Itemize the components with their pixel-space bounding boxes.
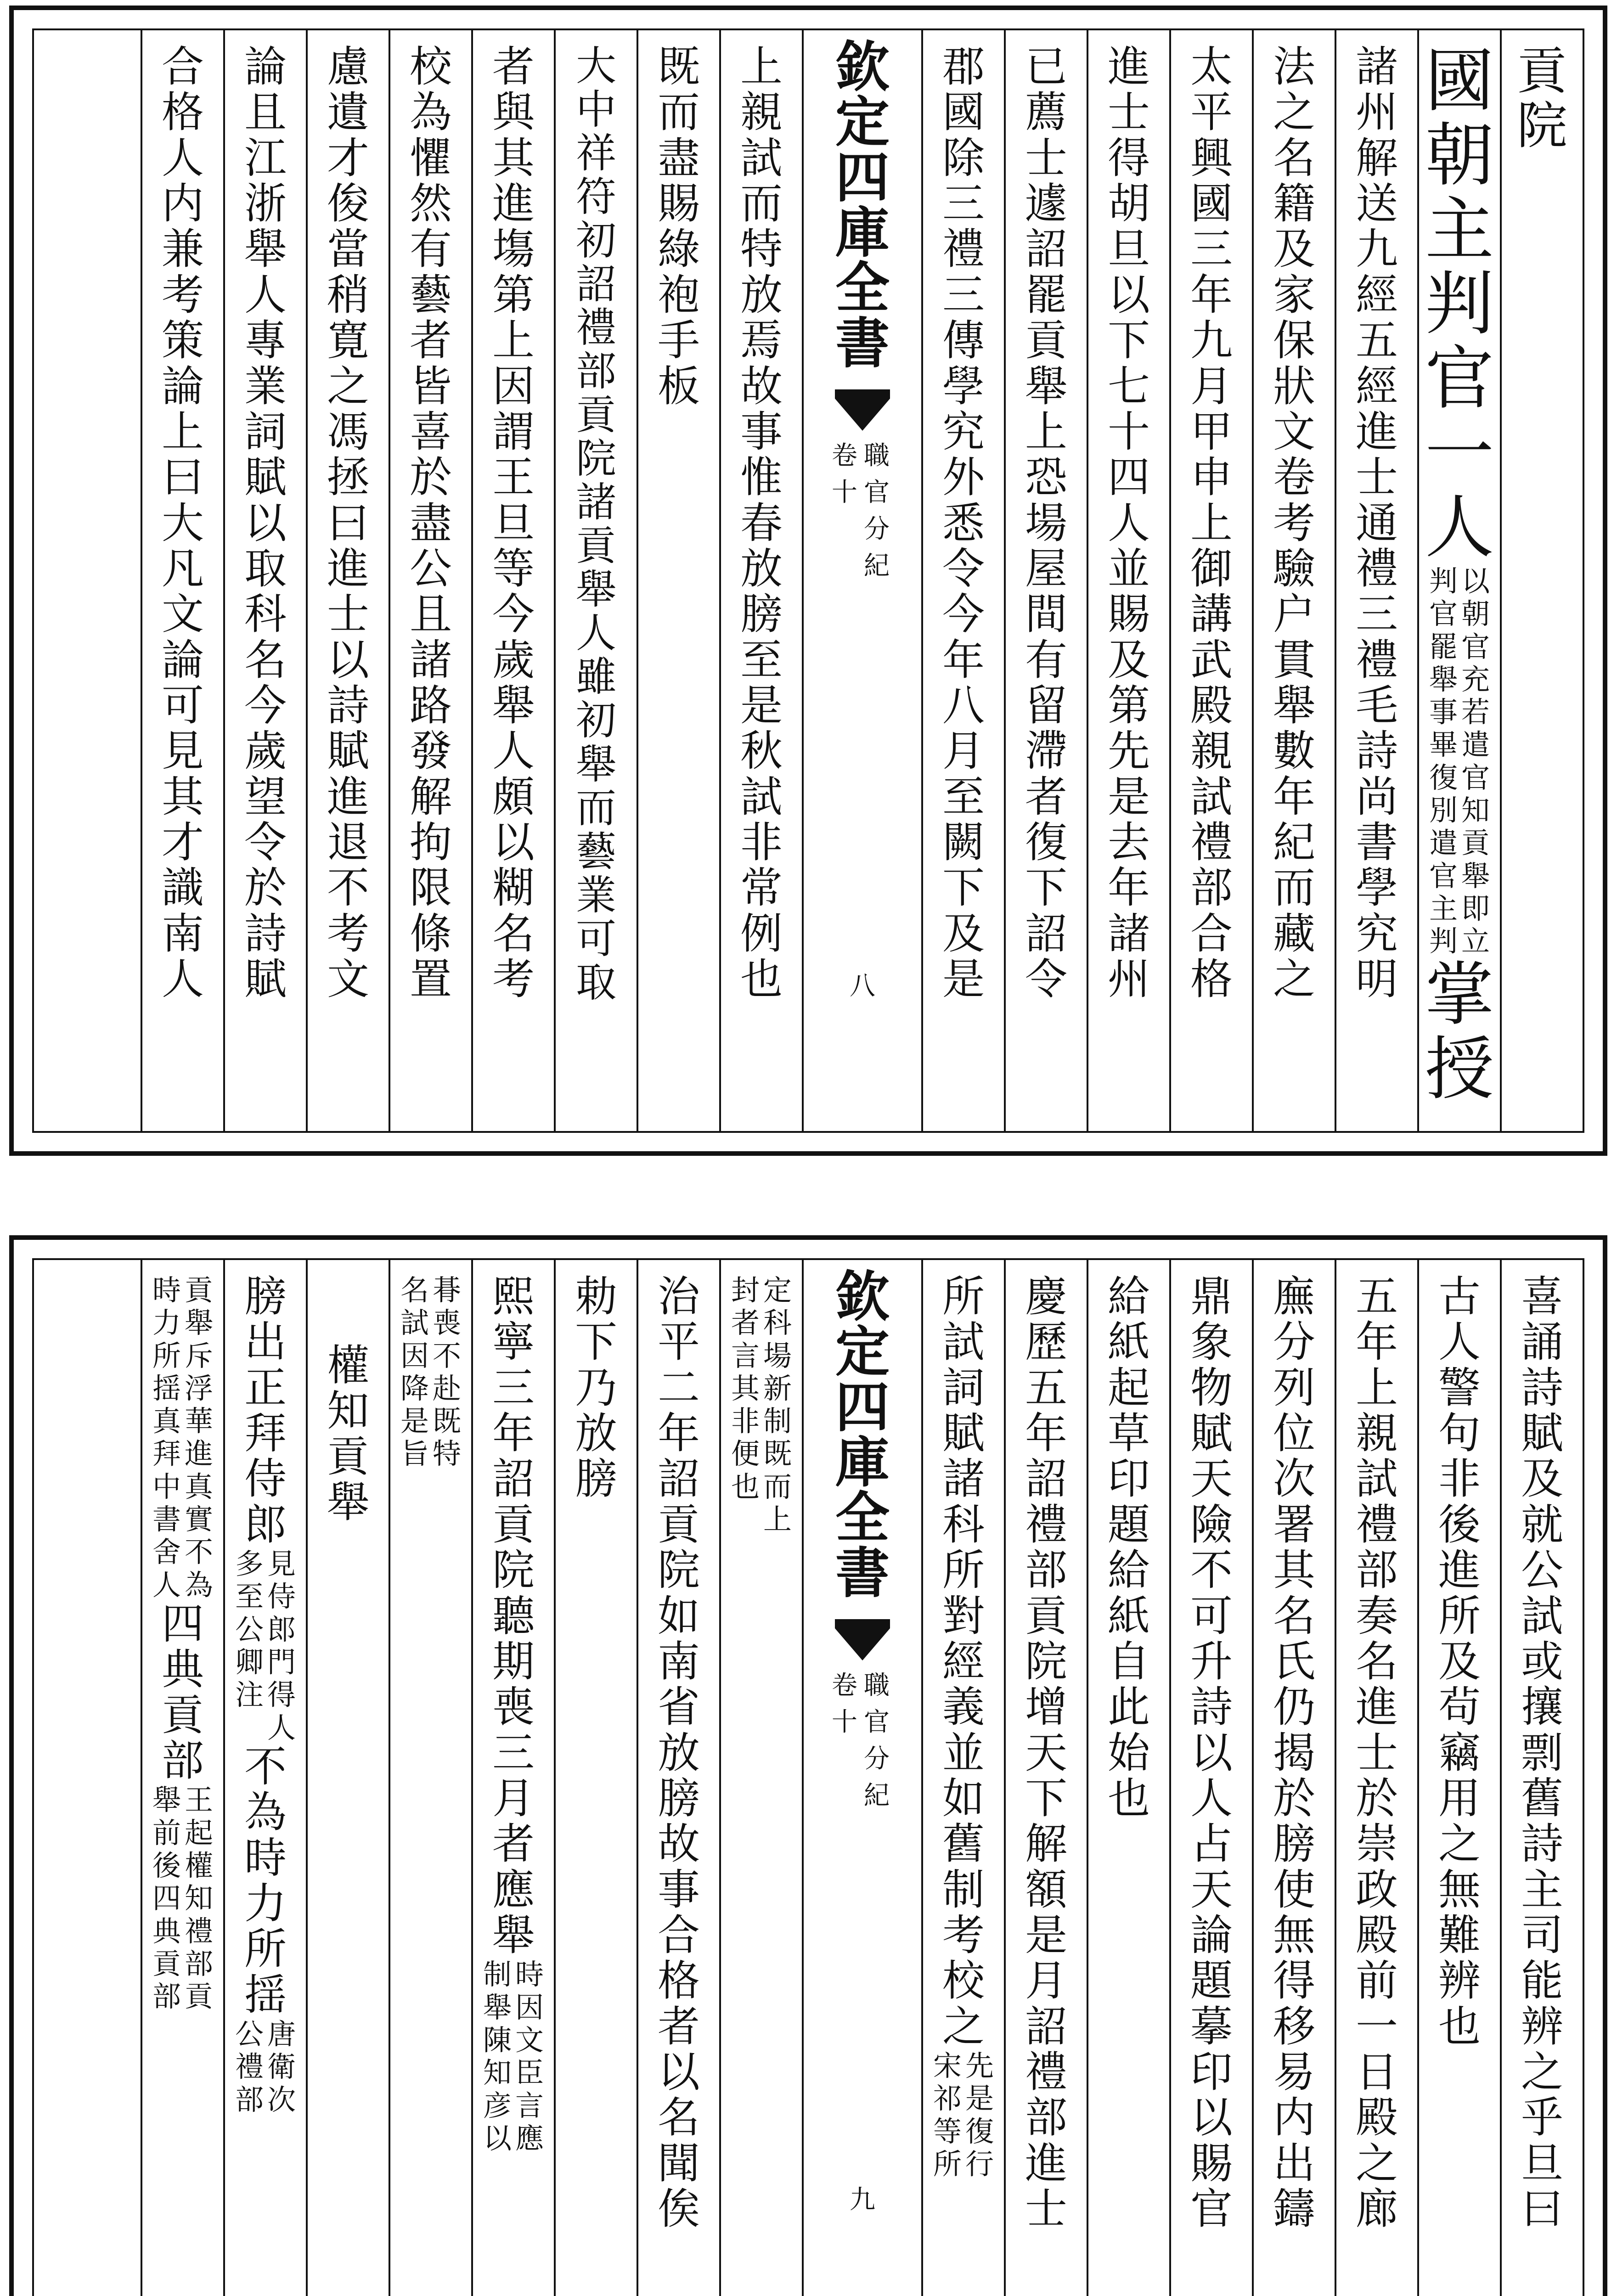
text-column	[1417, 30, 1500, 1131]
text-line: 上親試而特放焉故事惟春放膀至是秋試非常例也	[740, 42, 783, 1004]
text-column	[719, 30, 802, 1131]
text-line: 進士得胡旦以下七十四人並賜及第先是去年諸州	[1107, 42, 1150, 1004]
text-column	[1087, 30, 1169, 1131]
text-column	[1252, 1260, 1335, 2296]
text-column	[389, 1260, 471, 2296]
top-page	[9, 6, 1607, 1156]
header-column	[1500, 30, 1583, 1131]
text-line: 勅下乃放膀	[575, 1272, 617, 1504]
leaf-number: 九	[850, 2185, 875, 2215]
text-line: 大中祥符初詔禮部貢院諸貢舉人雖初舉而藝業可取	[575, 42, 616, 1006]
text-line: 合格人内兼考策論上曰大凡文論可見其才識南人	[161, 42, 204, 1004]
text-column	[1004, 30, 1087, 1131]
note-line: 見侍郎門得人	[267, 1547, 296, 1745]
note-line: 時因文臣言應	[515, 1958, 544, 2155]
text-line: 校為懼然有藝者皆喜於盡公且諸路發解拘限條置	[409, 42, 452, 1004]
text-column	[389, 30, 471, 1131]
bottom-page-frame	[32, 1258, 1584, 2296]
annotation	[731, 1274, 792, 1536]
book-subtitle: 職官分紀	[864, 1671, 890, 1811]
top-page-frame	[32, 28, 1584, 1133]
text-column	[921, 1260, 1004, 2296]
text-line: 者與其進塲第上因謂王旦等今歲舉人頗以糊名考	[492, 42, 535, 1004]
text-column	[471, 30, 554, 1131]
note-line: 舉前後四典貢部	[152, 1783, 181, 2014]
note-line: 多至公卿注	[235, 1547, 264, 1712]
text-line: 治平二年詔貢院如南省放膀故事合格者以名聞俟	[657, 1272, 700, 2234]
note-line: 封者言其非便也	[731, 1273, 760, 1503]
text-line: 論且江浙舉人專業詞賦以取科名今歲望令於詩賦	[244, 42, 287, 1004]
text-line: 喜誦詩賦及就公試或攘剽舊詩主司能辨之乎旦曰	[1521, 1272, 1563, 2234]
note-line: 制舉陳知彦以	[483, 1958, 512, 2155]
fish-tail-mark-icon	[835, 389, 890, 431]
annotation	[933, 2049, 994, 2180]
text-line: 鼎象物賦天險不可升詩以人占天論題摹印以賜官	[1190, 1272, 1233, 2234]
section-heading: 權知貢舉	[327, 1341, 369, 1527]
text-line: 掌授	[1425, 955, 1494, 1109]
leaf-number: 八	[850, 971, 875, 1001]
text-column	[141, 1260, 223, 2296]
text-line: 慶歷五年詔禮部貢院增天下解額是月詔禮部進士	[1025, 1272, 1067, 2234]
note-line: 判官罷舉事畢復別遣官主判	[1429, 564, 1458, 958]
text-column	[471, 1260, 554, 2296]
bottom-page	[9, 1235, 1607, 2296]
text-column	[1087, 1260, 1169, 2296]
text-line: 既而盡賜綠袍手板	[657, 42, 700, 411]
note-line: 以朝官充若遣官知貢舉即立	[1461, 564, 1490, 958]
book-subtitle-group	[832, 1665, 893, 1812]
book-volume: 卷十	[832, 1671, 857, 1738]
note-line: 朞喪不赴既特	[432, 1273, 461, 1471]
text-line: 所試詞賦諸科所對經義並如舊制考校之	[942, 1272, 985, 2051]
book-volume: 卷十	[832, 441, 857, 508]
annotation	[152, 1274, 214, 1601]
text-line: 膀出正拜侍郎	[244, 1272, 287, 1549]
annotation	[1429, 565, 1490, 958]
annotation	[235, 1548, 296, 1744]
text-column	[637, 30, 719, 1131]
note-line: 宋祁等所	[933, 2049, 962, 2181]
text-column	[306, 30, 389, 1131]
text-line: 古人警句非後進所及茍竊用之無難辨也	[1438, 1272, 1481, 2051]
text-column	[1335, 1260, 1417, 2296]
note-line: 王起權知禮部貢	[184, 1783, 213, 2014]
annotation	[483, 1958, 544, 2155]
text-column	[141, 30, 223, 1131]
text-line: 給紙起草印題給紙自此始也	[1107, 1272, 1150, 1823]
text-line: 郡國除三禮三傳學究外悉令今年八月至闕下及是	[942, 42, 985, 1004]
text-column	[921, 30, 1004, 1131]
text-line: 慮遺才俊當稍寛之馮拯曰進士以詩賦進退不考文	[327, 42, 369, 1004]
note-line: 公禮部	[235, 2017, 264, 2116]
book-title-column	[802, 1260, 921, 2296]
text-column	[719, 1260, 802, 2296]
text-column	[637, 1260, 719, 2296]
annotation	[152, 1784, 214, 2013]
book-title: 欽定四庫全書	[835, 35, 890, 375]
text-line: 廡分列位次署其名氏仍揭於膀使無得移易内出鑄	[1273, 1272, 1315, 2234]
note-line: 定科場新制既而上	[763, 1273, 792, 1536]
text-column	[554, 30, 637, 1131]
text-column	[1169, 30, 1252, 1131]
book-subtitle-group	[832, 435, 893, 582]
book-subtitle: 職官分紀	[864, 441, 890, 581]
text-column	[554, 1260, 637, 2296]
text-column	[1004, 1260, 1087, 2296]
text-line: 五年上親試禮部奏名進士於崇政殿前一日殿之廊	[1355, 1272, 1398, 2234]
note-line: 名試因降是旨	[400, 1273, 429, 1471]
note-line: 先是復行	[965, 2049, 994, 2181]
header-title: 貢院	[1517, 42, 1567, 155]
text-line: 已薦士遽詔罷貢舉上恐場屋間有留滯者復下詔令	[1025, 42, 1067, 1004]
text-column	[1169, 1260, 1252, 2296]
text-line: 熙寧三年詔貢院聽期喪三月者應舉	[492, 1272, 535, 1960]
text-column	[223, 1260, 306, 2296]
book-title: 欽定四庫全書	[835, 1265, 890, 1605]
text-column	[1417, 1260, 1500, 2296]
text-column	[1252, 30, 1335, 1131]
text-line: 太平興國三年九月甲申上御講武殿親試禮部合格	[1190, 42, 1233, 1004]
text-line: 四典貢部	[161, 1599, 204, 1786]
text-column	[1500, 1260, 1583, 2296]
text-column	[306, 1260, 389, 2296]
text-line: 不為時力所揺	[244, 1742, 287, 2020]
text-column	[1335, 30, 1417, 1131]
text-line: 諸州解送九經五經進士通禮三禮毛詩尚書學究明	[1355, 42, 1398, 1004]
book-title-column	[802, 30, 921, 1131]
note-line: 貢舉斥浮華進真實不為	[184, 1273, 213, 1602]
note-line: 時力所揺真拜中書舍人	[152, 1273, 181, 1602]
text-column	[223, 30, 306, 1131]
text-line: 法之名籍及家保狀文卷考驗户貫舉數年紀而藏之	[1273, 42, 1315, 1004]
note-line: 唐衛次	[267, 2017, 296, 2116]
fish-tail-mark-icon	[835, 1619, 890, 1660]
annotation	[235, 2018, 296, 2116]
annotation	[400, 1274, 462, 1470]
text-line: 國朝主判官一人	[1425, 41, 1494, 568]
